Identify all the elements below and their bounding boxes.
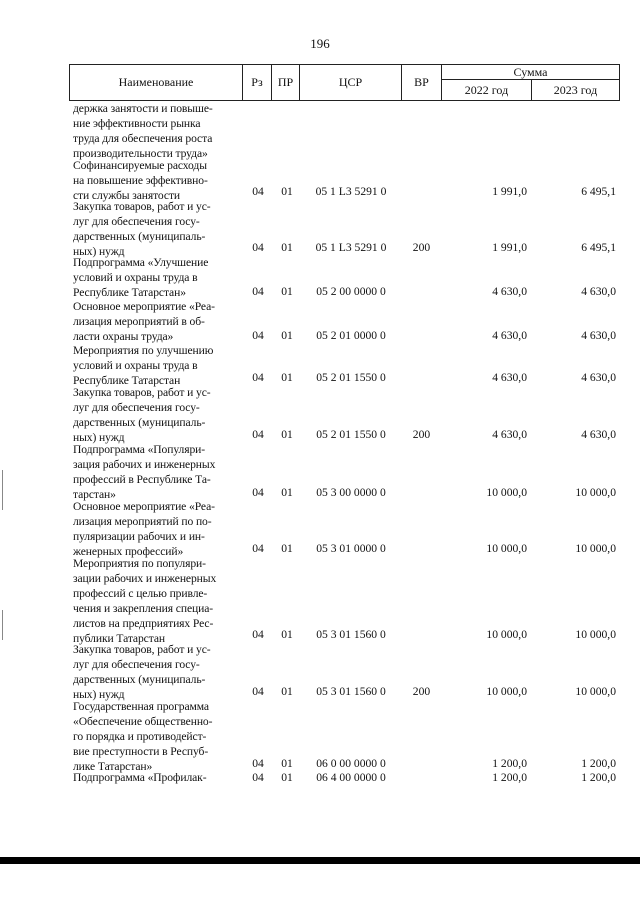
row-csr: 06 0 00 0000 0	[316, 757, 386, 770]
row-rz: 04	[252, 685, 264, 698]
row-sum-2022: 4 630,0	[492, 329, 527, 342]
row-sum-2022: 10 000,0	[486, 486, 527, 499]
row-csr: 05 2 01 1550 0	[316, 371, 386, 384]
row-csr: 05 2 01 0000 0	[316, 329, 386, 342]
row-rz: 04	[252, 329, 264, 342]
row-rz: 04	[252, 241, 264, 254]
header-sum: Сумма	[513, 64, 548, 79]
row-sum-2023: 4 630,0	[581, 329, 616, 342]
row-sum-2022: 4 630,0	[492, 371, 527, 384]
row-sum-2023: 4 630,0	[581, 428, 616, 441]
scan-bottom-bar	[0, 857, 640, 864]
row-sum-2023: 1 200,0	[581, 757, 616, 770]
row-vr: 200	[412, 428, 431, 441]
row-sum-2023: 4 630,0	[581, 285, 616, 298]
row-pr: 01	[281, 685, 293, 698]
row-name: Подпрограмма «Улучшение условий и охраны труда в Республике Татарстан»	[73, 256, 209, 299]
header-2022: 2022 год	[464, 82, 509, 97]
row-name: держка занятости и повыше- ние эффективности рынка труда для обеспечения роста производительности труда»	[73, 102, 213, 160]
row-name: Мероприятия по улучшению условий и охраны труда в Республике Татарстан	[73, 344, 214, 387]
row-sum-2023: 4 630,0	[581, 371, 616, 384]
row-name: Закупка товаров, работ и ус- луг для обеспечения госу- дарственных (муниципаль- ных) нужд	[73, 643, 211, 701]
row-csr: 05 2 00 0000 0	[316, 285, 386, 298]
row-csr: 05 3 00 0000 0	[316, 486, 386, 499]
row-rz: 04	[252, 428, 264, 441]
header-csr: ЦСР	[338, 75, 363, 89]
header-rz: Рз	[251, 75, 263, 89]
row-name: Основное мероприятие «Реа- лизация мероприятий по по- пуляризации рабочих и ин- женерных профессий»	[73, 500, 215, 558]
row-name: Закупка товаров, работ и ус- луг для обеспечения госу- дарственных (муниципаль- ных) нужд	[73, 386, 211, 444]
row-name: Государственная программа «Обеспечение общественно- го порядка и противодейст- вие преступности в Респуб- лике Татарстан»	[73, 700, 213, 773]
row-name: Подпрограмма «Профилак-	[73, 771, 207, 784]
row-sum-2023: 6 495,1	[581, 185, 616, 198]
header-vr: ВР	[414, 75, 429, 89]
scan-margin-mark	[2, 470, 3, 510]
row-csr: 05 3 01 0000 0	[316, 542, 386, 555]
row-sum-2022: 10 000,0	[486, 685, 527, 698]
row-sum-2023: 10 000,0	[575, 542, 616, 555]
row-name: Мероприятия по популяри- зации рабочих и инженерных профессий с целью привле- чения и закрепления специа- листов на предприятиях Рес- публики Татарстан	[73, 557, 217, 645]
row-sum-2022: 1 991,0	[492, 185, 527, 198]
row-pr: 01	[281, 371, 293, 384]
row-pr: 01	[281, 542, 293, 555]
row-csr: 06 4 00 0000 0	[316, 771, 386, 784]
row-pr: 01	[281, 329, 293, 342]
row-rz: 04	[252, 371, 264, 384]
row-rz: 04	[252, 628, 264, 641]
row-pr: 01	[281, 428, 293, 441]
col-divider-right	[619, 64, 620, 101]
row-pr: 01	[281, 628, 293, 641]
row-sum-2022: 1 200,0	[492, 771, 527, 784]
row-pr: 01	[281, 757, 293, 770]
row-vr: 200	[412, 241, 431, 254]
row-rz: 04	[252, 185, 264, 198]
row-pr: 01	[281, 285, 293, 298]
header-name: Наименование	[118, 75, 194, 89]
header-pr: ПР	[277, 75, 294, 89]
row-name: Основное мероприятие «Реа- лизация мероприятий в об- ласти охраны труда»	[73, 300, 215, 343]
row-vr: 200	[412, 685, 431, 698]
row-sum-2022: 4 630,0	[492, 428, 527, 441]
page-number: 196	[310, 36, 330, 51]
row-csr: 05 3 01 1560 0	[316, 685, 386, 698]
row-sum-2022: 1 200,0	[492, 757, 527, 770]
scan-margin-mark	[2, 610, 3, 640]
row-pr: 01	[281, 771, 293, 784]
row-sum-2022: 1 991,0	[492, 241, 527, 254]
row-rz: 04	[252, 771, 264, 784]
row-pr: 01	[281, 185, 293, 198]
row-rz: 04	[252, 285, 264, 298]
row-sum-2023: 6 495,1	[581, 241, 616, 254]
row-csr: 05 2 01 1550 0	[316, 428, 386, 441]
row-name: Закупка товаров, работ и ус- луг для обеспечения госу- дарственных (муниципаль- ных) нужд	[73, 200, 211, 258]
header-2023: 2023 год	[553, 82, 598, 97]
row-csr: 05 3 01 1560 0	[316, 628, 386, 641]
row-sum-2023: 10 000,0	[575, 685, 616, 698]
row-name: Подпрограмма «Популяри- зация рабочих и инженерных профессий в Республике Та- тарстан»	[73, 443, 216, 501]
row-rz: 04	[252, 542, 264, 555]
row-csr: 05 1 L3 5291 0	[315, 185, 387, 198]
row-pr: 01	[281, 241, 293, 254]
row-rz: 04	[252, 757, 264, 770]
row-sum-2022: 10 000,0	[486, 542, 527, 555]
row-name: Софинансируемые расходы на повышение эффективно- сти службы занятости	[73, 159, 208, 202]
row-sum-2023: 10 000,0	[575, 628, 616, 641]
row-sum-2022: 4 630,0	[492, 285, 527, 298]
row-rz: 04	[252, 486, 264, 499]
row-csr: 05 1 L3 5291 0	[315, 241, 387, 254]
row-sum-2023: 1 200,0	[581, 771, 616, 784]
row-pr: 01	[281, 486, 293, 499]
row-sum-2023: 10 000,0	[575, 486, 616, 499]
row-sum-2022: 10 000,0	[486, 628, 527, 641]
